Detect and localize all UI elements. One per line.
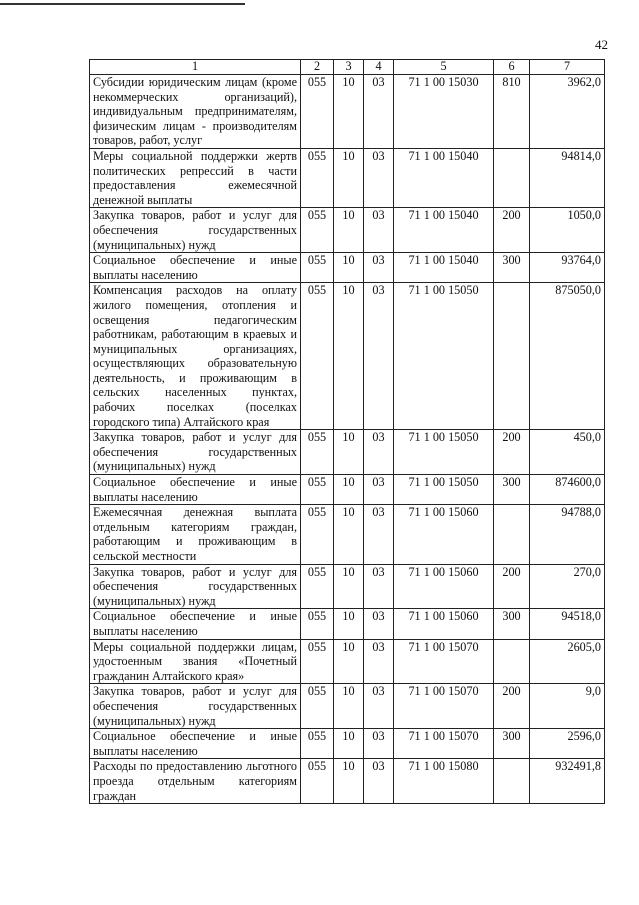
expense-type-code: 300 [494, 253, 530, 283]
expense-name: Субсидии юридическим лицам (кроме некоммерческих организаций), индивидуальным предпринимателям, физическим лицам - производителям товаров, работ, услуг [90, 75, 301, 149]
subsection-code: 03 [364, 684, 394, 729]
subsection-code: 03 [364, 505, 394, 564]
budget-table [89, 59, 605, 804]
grbs-code: 055 [301, 564, 334, 609]
section-code: 10 [334, 609, 364, 639]
expense-name: Меры социальной поддержки жертв политических репрессий в части предоставления ежемесячной денежной выплаты [90, 148, 301, 207]
expense-type-code: 300 [494, 729, 530, 759]
grbs-code: 055 [301, 283, 334, 430]
column-header: 4 [364, 60, 394, 75]
table-row [90, 475, 605, 505]
amount: 3962,0 [530, 75, 605, 149]
expense-type-code: 810 [494, 75, 530, 149]
expense-type-code: 200 [494, 430, 530, 475]
section-code: 10 [334, 253, 364, 283]
target-article-code: 71 1 00 15040 [394, 148, 494, 207]
expense-type-code: 200 [494, 208, 530, 253]
amount: 2605,0 [530, 639, 605, 684]
section-code: 10 [334, 475, 364, 505]
amount: 1050,0 [530, 208, 605, 253]
target-article-code: 71 1 00 15060 [394, 564, 494, 609]
amount: 9,0 [530, 684, 605, 729]
subsection-code: 03 [364, 75, 394, 149]
section-code: 10 [334, 684, 364, 729]
expense-name: Расходы по предоставлению льготного проезда отдельным категориям граждан [90, 759, 301, 804]
table-row [90, 253, 605, 283]
table-row [90, 505, 605, 564]
table-row [90, 75, 605, 149]
amount: 94518,0 [530, 609, 605, 639]
subsection-code: 03 [364, 283, 394, 430]
grbs-code: 055 [301, 430, 334, 475]
target-article-code: 71 1 00 15040 [394, 253, 494, 283]
target-article-code: 71 1 00 15050 [394, 283, 494, 430]
subsection-code: 03 [364, 148, 394, 207]
section-code: 10 [334, 208, 364, 253]
amount: 93764,0 [530, 253, 605, 283]
column-header: 3 [334, 60, 364, 75]
subsection-code: 03 [364, 729, 394, 759]
amount: 94814,0 [530, 148, 605, 207]
target-article-code: 71 1 00 15080 [394, 759, 494, 804]
target-article-code: 71 1 00 15070 [394, 729, 494, 759]
table-row [90, 208, 605, 253]
table-row [90, 639, 605, 684]
grbs-code: 055 [301, 505, 334, 564]
section-code: 10 [334, 564, 364, 609]
expense-type-code: 300 [494, 475, 530, 505]
expense-name: Ежемесячная денежная выплата отдельным категориям граждан, работающим и проживающим в сельской местности [90, 505, 301, 564]
subsection-code: 03 [364, 759, 394, 804]
expense-name: Социальное обеспечение и иные выплаты населению [90, 729, 301, 759]
section-code: 10 [334, 148, 364, 207]
column-header: 5 [394, 60, 494, 75]
grbs-code: 055 [301, 639, 334, 684]
amount: 270,0 [530, 564, 605, 609]
subsection-code: 03 [364, 564, 394, 609]
expense-name: Меры социальной поддержки лицам, удостоенным звания «Почетный гражданин Алтайского края» [90, 639, 301, 684]
table-row [90, 759, 605, 804]
target-article-code: 71 1 00 15070 [394, 639, 494, 684]
column-header: 7 [530, 60, 605, 75]
expense-name: Закупка товаров, работ и услуг для обеспечения государственных (муниципальных) нужд [90, 684, 301, 729]
expense-name: Закупка товаров, работ и услуг для обеспечения государственных (муниципальных) нужд [90, 208, 301, 253]
grbs-code: 055 [301, 253, 334, 283]
grbs-code: 055 [301, 729, 334, 759]
target-article-code: 71 1 00 15060 [394, 505, 494, 564]
table-body [90, 75, 605, 804]
amount: 2596,0 [530, 729, 605, 759]
expense-name: Закупка товаров, работ и услуг для обеспечения государственных (муниципальных) нужд [90, 564, 301, 609]
target-article-code: 71 1 00 15040 [394, 208, 494, 253]
subsection-code: 03 [364, 253, 394, 283]
amount: 94788,0 [530, 505, 605, 564]
amount: 932491,8 [530, 759, 605, 804]
expense-name: Социальное обеспечение и иные выплаты населению [90, 253, 301, 283]
expense-type-code: 300 [494, 609, 530, 639]
subsection-code: 03 [364, 639, 394, 684]
grbs-code: 055 [301, 208, 334, 253]
column-header: 2 [301, 60, 334, 75]
expense-name: Закупка товаров, работ и услуг для обеспечения государственных (муниципальных) нужд [90, 430, 301, 475]
subsection-code: 03 [364, 430, 394, 475]
amount: 450,0 [530, 430, 605, 475]
expense-type-code [494, 283, 530, 430]
section-code: 10 [334, 430, 364, 475]
target-article-code: 71 1 00 15050 [394, 475, 494, 505]
column-header: 1 [90, 60, 301, 75]
table-row [90, 609, 605, 639]
amount: 874600,0 [530, 475, 605, 505]
target-article-code: 71 1 00 15050 [394, 430, 494, 475]
expense-name: Социальное обеспечение и иные выплаты населению [90, 609, 301, 639]
subsection-code: 03 [364, 208, 394, 253]
expense-type-code: 200 [494, 564, 530, 609]
section-code: 10 [334, 729, 364, 759]
expense-type-code [494, 505, 530, 564]
expense-name: Социальное обеспечение и иные выплаты населению [90, 475, 301, 505]
grbs-code: 055 [301, 609, 334, 639]
grbs-code: 055 [301, 759, 334, 804]
expense-type-code [494, 759, 530, 804]
table-row [90, 148, 605, 207]
target-article-code: 71 1 00 15070 [394, 684, 494, 729]
table-row [90, 684, 605, 729]
section-code: 10 [334, 283, 364, 430]
top-rule [0, 3, 245, 5]
table-row [90, 564, 605, 609]
expense-type-code [494, 639, 530, 684]
section-code: 10 [334, 759, 364, 804]
grbs-code: 055 [301, 684, 334, 729]
grbs-code: 055 [301, 75, 334, 149]
grbs-code: 055 [301, 475, 334, 505]
target-article-code: 71 1 00 15060 [394, 609, 494, 639]
subsection-code: 03 [364, 609, 394, 639]
table-row [90, 283, 605, 430]
section-code: 10 [334, 639, 364, 684]
column-header: 6 [494, 60, 530, 75]
header-row [90, 60, 605, 75]
expense-name: Компенсация расходов на оплату жилого помещения, отопления и освещения педагогическим работникам, работающим в краевых и муниципальных организациях, осуществляющих образовательную деятельность, и проживающим в сельских населенных пунктах, рабочих поселках (поселках городского типа) Алтайского края [90, 283, 301, 430]
section-code: 10 [334, 75, 364, 149]
amount: 875050,0 [530, 283, 605, 430]
table-row [90, 729, 605, 759]
subsection-code: 03 [364, 475, 394, 505]
target-article-code: 71 1 00 15030 [394, 75, 494, 149]
section-code: 10 [334, 505, 364, 564]
table-row [90, 430, 605, 475]
expense-type-code: 200 [494, 684, 530, 729]
grbs-code: 055 [301, 148, 334, 207]
expense-type-code [494, 148, 530, 207]
page-number: 42 [595, 37, 608, 52]
